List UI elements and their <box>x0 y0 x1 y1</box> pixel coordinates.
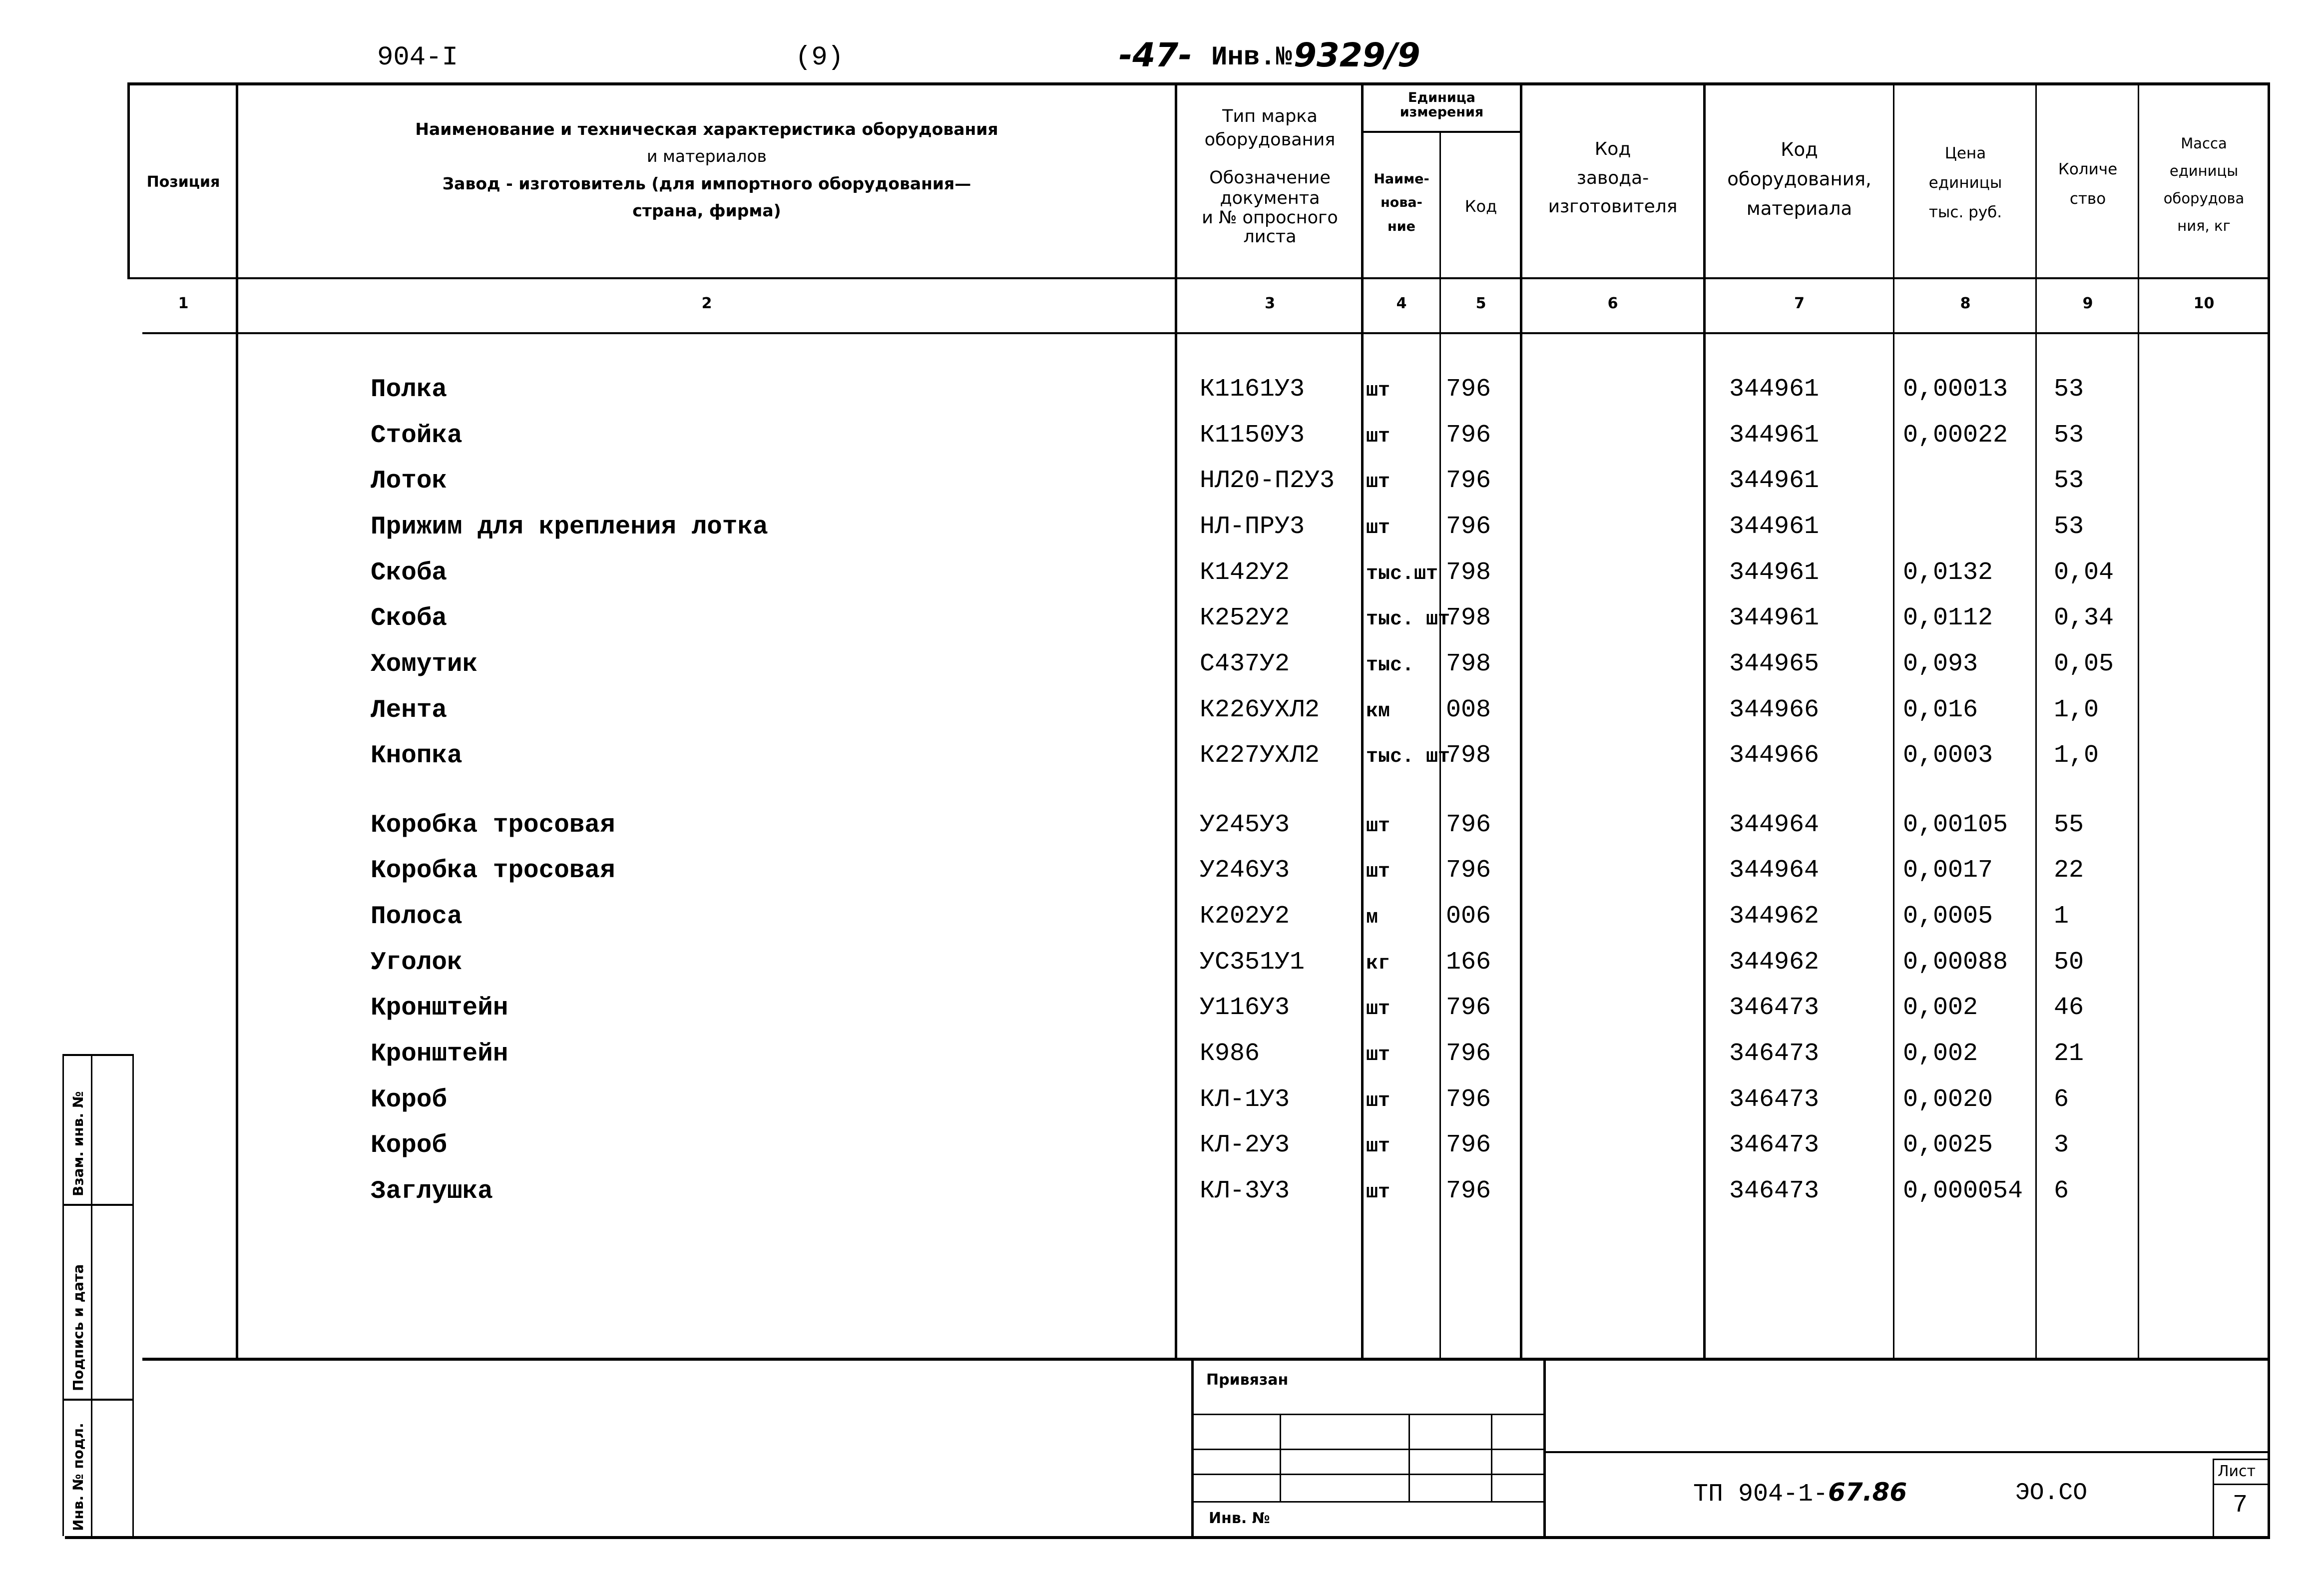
row-type: К986 <box>1200 1040 1260 1068</box>
row-unit-code: 006 <box>1446 902 1491 931</box>
side-strip-left <box>62 1054 64 1536</box>
side-strip-div1 <box>62 1204 132 1206</box>
row-unit: тыс. <box>1366 654 1414 677</box>
side-strip-div2 <box>62 1399 132 1401</box>
row-name: Коробка тросовая <box>371 857 615 885</box>
header-factory-code-line1: Код <box>1594 139 1631 159</box>
row-equipment-code: 344966 <box>1729 696 1820 724</box>
row-name: Полка <box>371 376 448 404</box>
column-divider-9 <box>2138 82 2139 1358</box>
stamp-grid-v2 <box>1408 1414 1410 1501</box>
header-factory-code-line2: завода- <box>1576 167 1649 188</box>
row-unit: м <box>1366 907 1379 929</box>
row-equipment-code: 346473 <box>1729 1085 1820 1114</box>
row-equipment-code: 346473 <box>1729 1131 1820 1159</box>
header-type-line3: Обозначение <box>1209 167 1331 188</box>
row-unit-code: 796 <box>1446 513 1491 541</box>
row-unit-code: 796 <box>1446 1085 1491 1114</box>
header-type-line5: и № опросного <box>1202 207 1338 228</box>
row-name: Короб <box>371 1086 448 1114</box>
row-price: 0,0112 <box>1903 604 1993 632</box>
header-name-line3: Завод - изготовитель (для импортного оборудования— <box>442 173 971 193</box>
row-unit: тыс. шт <box>1366 746 1450 768</box>
row-type: УС351У1 <box>1200 948 1305 977</box>
row-unit: шт <box>1366 380 1391 402</box>
row-type: У246У3 <box>1200 856 1290 885</box>
column-divider-6 <box>1703 82 1706 1358</box>
inventory-number: 9329/9 <box>1294 36 1420 74</box>
row-quantity: 53 <box>2054 375 2084 404</box>
body-bottom-border <box>142 1358 2270 1361</box>
header-qty-line2: ство <box>2069 189 2106 208</box>
side-label-podpis: Подпись и дата <box>70 1264 86 1391</box>
header-factory-code <box>1522 135 1703 221</box>
document-code-prefix: ТП 904-1- <box>1693 1480 1829 1509</box>
column-divider-1 <box>236 82 238 1358</box>
row-type: КЛ-1У3 <box>1200 1085 1290 1114</box>
row-unit-code: 796 <box>1446 1040 1491 1068</box>
side-label-inv-podl: Инв. № подл. <box>70 1423 86 1531</box>
side-label-vzam: Взам. инв. № <box>70 1091 86 1196</box>
column-number-10: 10 <box>2193 295 2215 312</box>
row-type: К226УХЛ2 <box>1200 696 1320 724</box>
column-divider-2 <box>1175 82 1177 1358</box>
row-unit: шт <box>1366 471 1391 494</box>
row-type: НЛ20-П2У3 <box>1200 467 1335 495</box>
sheet-box-top <box>2213 1459 2268 1460</box>
stamp-inv-no: Инв. № <box>1209 1510 1270 1527</box>
row-name: Короб <box>371 1131 448 1160</box>
header-unit-name <box>1364 167 1439 238</box>
row-price: 0,00105 <box>1903 811 2008 839</box>
row-quantity: 53 <box>2054 467 2084 495</box>
header-price-line1: Цена <box>1944 144 1986 162</box>
row-unit: шт <box>1366 998 1391 1021</box>
header-unit-group-line1: Единица <box>1408 90 1475 105</box>
column-number-6: 6 <box>1607 295 1618 312</box>
row-name: Кнопка <box>371 742 463 770</box>
row-quantity: 6 <box>2054 1085 2069 1114</box>
column-divider-7 <box>1893 82 1894 1358</box>
row-name: Лоток <box>371 467 448 496</box>
row-unit-code: 798 <box>1446 650 1491 678</box>
row-quantity: 6 <box>2054 1177 2069 1205</box>
header-mass <box>2140 130 2268 240</box>
header-mass-line2: единицы <box>2169 162 2239 180</box>
column-divider-3 <box>1361 82 1364 1358</box>
row-price: 0,0132 <box>1903 558 1993 587</box>
row-name: Кронштейн <box>371 1040 508 1068</box>
row-name: Кронштейн <box>371 994 508 1023</box>
header-mass-line1: Масса <box>2181 135 2227 152</box>
row-equipment-code: 344961 <box>1729 467 1820 495</box>
header-price <box>1895 139 2035 227</box>
header-unit-group-line2: измерения <box>1399 104 1484 120</box>
row-type: С437У2 <box>1200 650 1290 678</box>
handwritten-page-number: -47- <box>1119 36 1192 74</box>
row-type: КЛ-2У3 <box>1200 1131 1290 1159</box>
column-number-7: 7 <box>1794 295 1805 312</box>
row-price: 0,002 <box>1903 1040 1978 1068</box>
row-name: Хомутик <box>371 650 478 679</box>
row-unit-code: 796 <box>1446 811 1491 839</box>
row-quantity: 55 <box>2054 811 2084 839</box>
row-unit: кг <box>1366 953 1391 975</box>
row-equipment-code: 344964 <box>1729 811 1820 839</box>
row-quantity: 53 <box>2054 421 2084 450</box>
header-type-line6: листа <box>1243 226 1297 247</box>
header-name-line4: страна, фирма) <box>632 201 781 221</box>
row-name: Полоса <box>371 903 463 931</box>
header-type <box>1179 105 1361 246</box>
row-price: 0,0005 <box>1903 902 1993 931</box>
row-equipment-code: 344962 <box>1729 948 1820 977</box>
row-unit-code: 798 <box>1446 558 1491 587</box>
side-strip-inner <box>132 1054 134 1536</box>
row-type: У116У3 <box>1200 994 1290 1022</box>
row-quantity: 3 <box>2054 1131 2069 1159</box>
row-type: КЛ-3У3 <box>1200 1177 1290 1205</box>
row-unit-code: 008 <box>1446 696 1491 724</box>
header-price-line2: единицы <box>1928 173 2002 192</box>
side-strip-top <box>62 1054 132 1056</box>
header-qty-line1: Количе <box>2058 160 2118 178</box>
header-name-line2: и материалов <box>647 146 767 166</box>
row-unit-code: 796 <box>1446 375 1491 404</box>
header-equip-code-line2: оборудования, <box>1727 168 1871 190</box>
row-unit-code: 166 <box>1446 948 1491 977</box>
header-position: Позиция <box>146 173 220 191</box>
column-number-3: 3 <box>1265 295 1275 312</box>
stamp-top-right-line <box>1546 1451 2270 1453</box>
row-equipment-code: 344961 <box>1729 421 1820 450</box>
column-divider-5 <box>1520 82 1522 1358</box>
row-quantity: 50 <box>2054 948 2084 977</box>
row-equipment-code: 344961 <box>1729 558 1820 587</box>
row-unit: шт <box>1366 1090 1391 1112</box>
row-unit: шт <box>1366 426 1391 448</box>
row-price: 0,016 <box>1903 696 1978 724</box>
row-price: 0,002 <box>1903 994 1978 1022</box>
header-mass-line3: оборудова <box>2163 190 2245 207</box>
header-qty <box>2038 155 2138 214</box>
document-suffix: ЭО.СО <box>2015 1480 2088 1507</box>
row-type: У245У3 <box>1200 811 1290 839</box>
row-price: 0,00022 <box>1903 421 2008 450</box>
row-quantity: 1 <box>2054 902 2069 931</box>
unit-group-divider <box>1361 131 1520 133</box>
header-equip-code-line3: материала <box>1746 198 1853 220</box>
row-equipment-code: 344962 <box>1729 902 1820 931</box>
row-unit: км <box>1366 700 1391 723</box>
row-unit-code: 796 <box>1446 467 1491 495</box>
row-type: К202У2 <box>1200 902 1290 931</box>
row-type: К252У2 <box>1200 604 1290 632</box>
sheet-box-mid <box>2213 1484 2268 1485</box>
header-unit-name-line2: нова- <box>1381 195 1422 211</box>
stamp-grid-line-4 <box>1194 1501 1543 1503</box>
row-price: 0,0003 <box>1903 741 1993 770</box>
row-unit: шт <box>1366 1181 1391 1204</box>
series-number: 904-I <box>377 42 459 73</box>
row-name: Стойка <box>371 422 463 450</box>
row-unit-code: 796 <box>1446 1131 1491 1159</box>
header-type-line2: оборудования <box>1204 130 1336 150</box>
row-name: Уголок <box>371 949 463 977</box>
row-unit-code: 796 <box>1446 994 1491 1022</box>
row-quantity: 0,34 <box>2054 604 2114 632</box>
row-equipment-code: 344964 <box>1729 856 1820 885</box>
row-price: 0,093 <box>1903 650 1978 678</box>
row-quantity: 1,0 <box>2054 741 2099 770</box>
row-name: Коробка тросовая <box>371 811 615 840</box>
header-unit-name-line3: ние <box>1388 218 1415 234</box>
row-equipment-code: 346473 <box>1729 994 1820 1022</box>
row-quantity: 53 <box>2054 513 2084 541</box>
row-quantity: 0,05 <box>2054 650 2114 678</box>
stamp-divider-left <box>1191 1358 1194 1536</box>
row-unit-code: 798 <box>1446 604 1491 632</box>
row-price: 0,0020 <box>1903 1085 1993 1114</box>
header-mass-line4: ния, кг <box>2177 217 2231 235</box>
page-bottom-border <box>65 1536 2270 1539</box>
row-unit: шт <box>1366 861 1391 883</box>
row-unit-code: 796 <box>1446 421 1491 450</box>
row-unit-code: 798 <box>1446 741 1491 770</box>
row-equipment-code: 344961 <box>1729 513 1820 541</box>
row-quantity: 1,0 <box>2054 696 2099 724</box>
row-name: Лента <box>371 696 448 725</box>
page-mark: (9) <box>795 42 844 73</box>
header-type-line1: Тип марка <box>1222 106 1318 126</box>
row-equipment-code: 344966 <box>1729 741 1820 770</box>
row-equipment-code: 344965 <box>1729 650 1820 678</box>
sheet-number: 7 <box>2233 1491 2248 1520</box>
row-quantity: 46 <box>2054 994 2084 1022</box>
row-name: Скоба <box>371 604 448 633</box>
row-equipment-code: 344961 <box>1729 375 1820 404</box>
row-quantity: 21 <box>2054 1040 2084 1068</box>
row-price: 0,0025 <box>1903 1131 1993 1159</box>
header-price-line3: тыс. руб. <box>1928 203 2002 221</box>
row-quantity: 0,04 <box>2054 558 2114 587</box>
row-unit-code: 796 <box>1446 856 1491 885</box>
row-type: К1161У3 <box>1200 375 1305 404</box>
row-type: НЛ-ПРУ3 <box>1200 513 1305 541</box>
column-number-4: 4 <box>1396 295 1407 312</box>
stamp-grid-v1 <box>1280 1414 1281 1501</box>
document-code <box>1693 1478 1907 1509</box>
row-equipment-code: 346473 <box>1729 1040 1820 1068</box>
column-divider-4 <box>1439 131 1441 1358</box>
row-price: 0,00013 <box>1903 375 2008 404</box>
row-unit: тыс.шт <box>1366 563 1438 585</box>
row-name: Скоба <box>371 559 448 587</box>
header-name <box>240 116 1174 225</box>
header-type-line4: документа <box>1220 188 1320 208</box>
row-quantity: 22 <box>2054 856 2084 885</box>
header-equip-code-line1: Код <box>1781 139 1818 160</box>
row-unit: шт <box>1366 1044 1391 1066</box>
table-top-border <box>127 82 2270 85</box>
row-unit: шт <box>1366 815 1391 838</box>
row-unit: шт <box>1366 517 1391 539</box>
header-bottom-border <box>127 277 2270 279</box>
row-type: К1150У3 <box>1200 421 1305 450</box>
stamp-divider-right <box>1543 1358 1546 1536</box>
row-name: Заглушка <box>371 1177 493 1206</box>
row-unit: шт <box>1366 1135 1391 1158</box>
row-unit: тыс. шт <box>1366 608 1450 631</box>
colnum-bottom-border <box>142 332 2270 334</box>
row-price: 0,000054 <box>1903 1177 2023 1205</box>
frame-right-line <box>2268 82 2270 1536</box>
side-strip-right <box>91 1054 92 1536</box>
column-number-9: 9 <box>2082 295 2093 312</box>
stamp-privyazan: Привязан <box>1206 1371 1289 1389</box>
column-number-5: 5 <box>1475 295 1486 312</box>
header-equip-code <box>1706 135 1893 224</box>
column-number-1: 1 <box>178 295 189 312</box>
document-code-handwritten: 67.86 <box>1828 1478 1907 1507</box>
header-factory-code-line3: изготовителя <box>1548 196 1678 217</box>
row-type: К142У2 <box>1200 558 1290 587</box>
header-unit-code: Код <box>1464 197 1497 216</box>
header-name-line1: Наименование и техническая характеристика оборудования <box>415 119 998 139</box>
column-number-2: 2 <box>701 295 712 312</box>
stamp-grid-v3 <box>1491 1414 1492 1501</box>
row-equipment-code: 344961 <box>1729 604 1820 632</box>
sheet-label: Лист <box>2218 1463 2256 1480</box>
column-number-8: 8 <box>1960 295 1971 312</box>
sheet-box-left <box>2213 1459 2214 1536</box>
row-unit-code: 796 <box>1446 1177 1491 1205</box>
column-divider-8 <box>2035 82 2037 1358</box>
inventory-label: Инв.№ <box>1211 42 1293 73</box>
row-price: 0,0017 <box>1903 856 1993 885</box>
header-unit-name-line1: Наиме- <box>1374 171 1429 187</box>
row-price: 0,00088 <box>1903 948 2008 977</box>
header-unit-group <box>1364 89 1520 118</box>
frame-left-line <box>127 82 130 277</box>
row-name: Прижим для крепления лотка <box>371 513 768 541</box>
row-type: К227УХЛ2 <box>1200 741 1320 770</box>
row-equipment-code: 346473 <box>1729 1177 1820 1205</box>
